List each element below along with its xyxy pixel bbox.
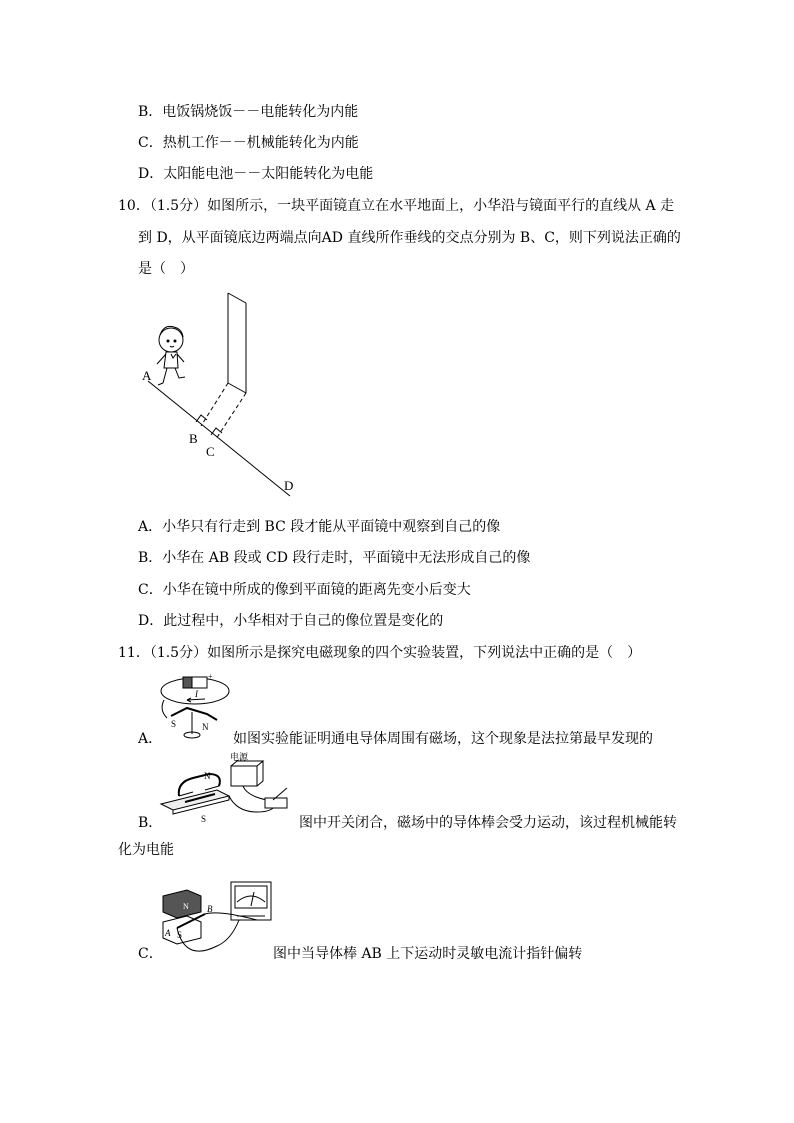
label-s: S [201, 814, 207, 824]
label-power: 电源 [230, 752, 249, 762]
q11-option-a-text: 如图实验能证明通电导体周围有磁场，这个现象是法拉第最早发现的 [233, 731, 653, 747]
q11-option-a-figure [157, 672, 237, 744]
compass-needle-icon [171, 708, 217, 720]
q10-mirror-figure [130, 288, 310, 503]
q10-stem-line2: 到 D，从平面镜底边两端点向AD 直线所作垂线的交点分别为 B、C，则下列说法正确的 [138, 230, 681, 246]
power-supply-icon [231, 766, 257, 786]
label-b: B [207, 904, 213, 914]
plane-mirror [228, 293, 246, 393]
label-plus: + [208, 672, 213, 681]
label-n: N [183, 902, 189, 911]
label-d: D [284, 478, 294, 493]
q11-option-a-letter: A． [138, 731, 163, 747]
q10-option-d: D．此过程中，小华相对于自己的像位置是变化的 [138, 613, 444, 629]
q9-option-b: B．电饭锅烧饭－－电能转化为内能 [138, 104, 359, 120]
boy-walking-icon [157, 326, 185, 385]
q11-option-b-text2: 化为电能 [118, 842, 174, 858]
q10-stem-line1: 10．（1.5分）如图所示，一块平面镜直立在水平地面上，小华沿与镜面平行的直线从 A 走 [118, 198, 675, 214]
switch-icon [265, 798, 287, 808]
label-s: S [177, 930, 183, 940]
q11-option-c-text: 图中当导体棒 AB 上下运动时灵敏电流计指针偏转 [273, 946, 583, 962]
q10-option-b: B．小华在 AB 段或 CD 段行走时，平面镜中无法形成自己的像 [138, 550, 531, 566]
q9-option-c: C．热机工作－－机械能转化为内能 [138, 135, 359, 151]
magnet-n-icon [163, 890, 201, 918]
q11-stem: 11．（1.5分）如图所示是探究电磁现象的四个实验装置，下列说法中正确的是（ ） [118, 645, 642, 661]
q11-option-b-figure [157, 752, 299, 824]
q10-option-c: C．小华在镜中所成的像到平面镜的距离先变小后变大 [138, 582, 471, 598]
label-n: N [204, 771, 211, 781]
q9-option-d: D．太阳能电池－－太阳能转化为电能 [138, 166, 374, 182]
q11-option-c-figure [157, 876, 277, 964]
label-c: C [206, 444, 215, 459]
label-a: A [142, 368, 152, 383]
q11-option-b-letter: B． [138, 815, 163, 831]
q11-option-b-text: 图中开关闭合，磁场中的导体棒会受力运动，该过程机械能转 [299, 815, 677, 831]
q10-option-a: A．小华只有行走到 BC 段才能从平面镜中观察到自己的像 [138, 519, 501, 535]
label-a: A [165, 928, 171, 938]
label-n: N [202, 722, 209, 732]
label-s: S [171, 719, 177, 729]
label-b: B [189, 431, 198, 446]
perpendicular-b [201, 383, 228, 426]
label-current: I [195, 689, 198, 699]
q10-stem-line3: 是（ ） [138, 261, 194, 277]
q11-option-c-letter: C． [138, 946, 163, 962]
